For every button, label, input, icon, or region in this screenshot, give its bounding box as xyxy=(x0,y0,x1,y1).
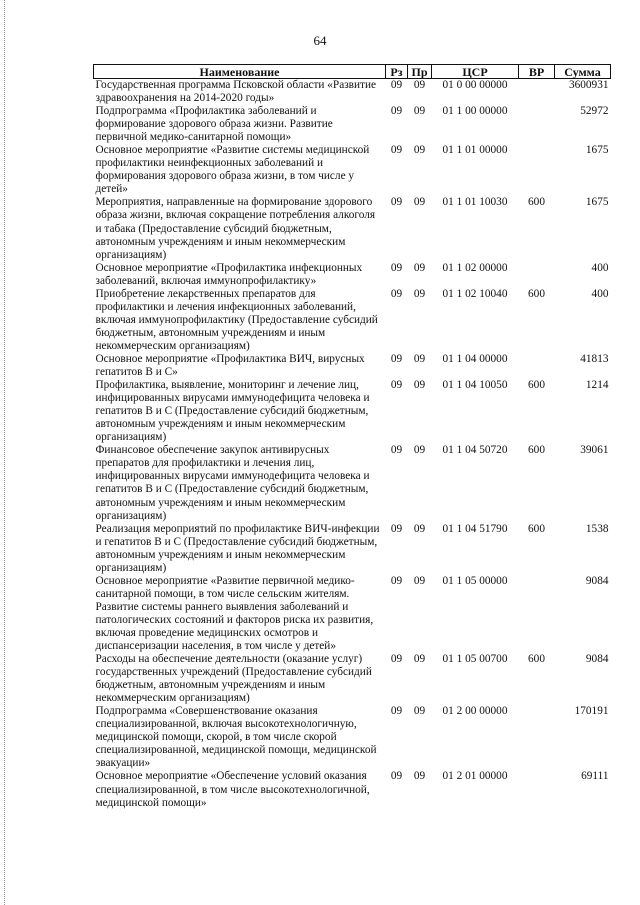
row-rz: 09 xyxy=(390,352,403,365)
table-row xyxy=(94,653,611,705)
row-vr: 600 xyxy=(528,653,545,666)
table-row xyxy=(94,262,611,288)
row-csr: 01 1 05 00000 xyxy=(442,574,508,587)
table-row xyxy=(94,379,611,444)
row-name: Основное мероприятие «Обеспечение условий оказания специализированной, в том числе высокотехнологичной, медицинской помощи» xyxy=(95,770,370,809)
row-csr: 01 1 04 10050 xyxy=(442,379,508,392)
row-vr: 600 xyxy=(528,196,545,209)
row-sum: 9084 xyxy=(585,574,609,587)
row-name: Расходы на обеспечение деятельности (оказание услуг) государственных учреждений (Предоставление субсидий бюджетным, автономным учреждениям и иным некоммерческим организациям) xyxy=(95,653,372,705)
row-sum: 9084 xyxy=(585,653,609,666)
row-csr: 01 2 00 00000 xyxy=(442,705,508,718)
row-rz: 09 xyxy=(390,79,403,91)
row-sum: 41813 xyxy=(580,352,609,365)
row-rz: 09 xyxy=(390,770,403,783)
row-vr xyxy=(519,770,555,809)
table-body xyxy=(94,79,611,810)
row-name: Подпрограмма «Совершенствование оказания специализированной, включая высокотехнологичную, медицинской помощи, скорой, в том числе скорой специализированной, медицинской помощи, медицинской эвакуации» xyxy=(95,705,377,770)
row-name: Основное мероприятие «Развитие системы медицинской профилактики неинфекционных заболеваний и формирования здорового образа жизни, в том числе у детей» xyxy=(95,144,370,196)
row-vr xyxy=(519,79,555,106)
table-row xyxy=(94,575,611,653)
header-csr: ЦСР xyxy=(432,65,519,79)
table-row xyxy=(94,288,611,353)
row-sum: 1675 xyxy=(585,144,609,157)
row-name: Приобретение лекарственных препаратов для профилактики и лечения инфекционных заболеваний, включая иммунопрофилактику (Предоставление субсидий бюджетным, автономным учреждениям и иным некоммерческим организациям) xyxy=(95,287,378,352)
scan-edge-line xyxy=(4,0,6,905)
row-rz: 09 xyxy=(390,379,403,392)
row-rz: 09 xyxy=(390,144,403,157)
row-pr: 09 xyxy=(413,144,426,157)
table-row xyxy=(94,144,611,196)
row-pr: 09 xyxy=(413,196,426,209)
row-sum: 1214 xyxy=(585,379,609,392)
row-name: Мероприятия, направленные на формирование здорового образа жизни, включая сокращение потребления алкоголя и табака (Предоставление субсидий бюджетным, автономным учреждениям и иным некоммерческим организациям) xyxy=(95,196,376,261)
row-rz: 09 xyxy=(390,522,403,535)
row-rz: 09 xyxy=(390,705,403,718)
row-sum: 1538 xyxy=(585,522,609,535)
row-name: Основное мероприятие «Профилактика ВИЧ, вирусных гепатитов В и С» xyxy=(95,352,365,379)
row-name: Государственная программа Псковской области «Развитие здравоохранения на 2014-2020 годы» xyxy=(95,79,377,105)
table-row xyxy=(94,196,611,261)
row-csr: 01 1 02 10040 xyxy=(442,287,508,300)
table-row xyxy=(94,79,611,106)
row-sum: 170191 xyxy=(574,705,609,718)
row-csr: 01 1 01 00000 xyxy=(442,144,508,157)
row-csr: 01 1 04 51790 xyxy=(442,522,508,535)
row-csr: 01 0 00 00000 xyxy=(442,79,508,91)
row-vr: 600 xyxy=(528,287,545,300)
row-rz: 09 xyxy=(390,287,403,300)
row-rz: 09 xyxy=(390,653,403,666)
row-pr: 09 xyxy=(413,105,426,118)
row-csr: 01 1 02 00000 xyxy=(442,261,508,274)
row-rz: 09 xyxy=(390,261,403,274)
table-row xyxy=(94,770,611,809)
page-number: 64 xyxy=(313,33,327,48)
row-pr: 09 xyxy=(413,522,426,535)
table-row xyxy=(94,444,611,522)
row-vr: 600 xyxy=(528,522,545,535)
table-row xyxy=(94,353,611,379)
row-csr: 01 1 05 00700 xyxy=(442,653,508,666)
row-name: Финансовое обеспечение закупок антивирусных препаратов для профилактики и лечения лиц, инфицированных вирусами иммунодефицита человека и гепатитов В и С (Предоставление субсидий бюджетным, автономным учреждениям и иным некоммерческим организациям) xyxy=(95,444,370,522)
row-pr: 09 xyxy=(413,287,426,300)
row-sum: 39061 xyxy=(580,444,609,457)
row-vr xyxy=(519,575,555,653)
row-sum: 400 xyxy=(591,261,609,274)
row-pr: 09 xyxy=(413,705,426,718)
row-vr xyxy=(519,105,555,144)
row-rz: 09 xyxy=(390,105,403,118)
row-name: Реализация мероприятий по профилактике ВИЧ-инфекции и гепатитов В и С (Предоставление субсидий бюджетным, автономным учреждениям и иным некоммерческим организациям) xyxy=(95,522,380,574)
header-name: Наименование xyxy=(94,65,386,79)
row-sum: 1675 xyxy=(585,196,609,209)
row-pr: 09 xyxy=(413,653,426,666)
header-rz: Рз xyxy=(386,65,408,79)
row-pr: 09 xyxy=(413,379,426,392)
row-vr xyxy=(519,353,555,379)
row-csr: 01 2 01 00000 xyxy=(442,770,508,783)
row-sum: 3600931 xyxy=(568,79,609,91)
row-rz: 09 xyxy=(390,196,403,209)
table-row xyxy=(94,105,611,144)
row-name: Профилактика, выявление, мониторинг и лечение лиц, инфицированных вирусами иммунодефицита человека и гепатитов В и С (Предоставление субсидий бюджетным, автономным учреждениям и иным некоммерческим организациям) xyxy=(95,379,370,444)
row-csr: 01 1 00 00000 xyxy=(442,105,508,118)
row-rz: 09 xyxy=(390,574,403,587)
row-pr: 09 xyxy=(413,444,426,457)
row-name: Основное мероприятие «Профилактика инфекционных заболеваний, включая иммунопрофилактику» xyxy=(95,261,363,287)
budget-table xyxy=(93,64,611,810)
table-header-row xyxy=(94,65,611,79)
row-pr: 09 xyxy=(413,79,426,91)
row-csr: 01 1 01 10030 xyxy=(442,196,508,209)
header-sum: Сумма xyxy=(555,65,611,79)
header-vr: ВР xyxy=(519,65,555,79)
row-vr: 600 xyxy=(528,379,545,392)
row-vr xyxy=(519,705,555,770)
row-rz: 09 xyxy=(390,444,403,457)
table-row xyxy=(94,523,611,575)
row-csr: 01 1 04 00000 xyxy=(442,352,508,365)
row-pr: 09 xyxy=(413,352,426,365)
row-vr xyxy=(519,144,555,196)
row-vr: 600 xyxy=(528,444,545,457)
row-sum: 400 xyxy=(591,287,609,300)
row-pr: 09 xyxy=(413,770,426,783)
table-row xyxy=(94,705,611,770)
row-vr xyxy=(519,262,555,288)
row-name: Основное мероприятие «Развитие первичной медико-санитарной помощи, в том числе сельским жителям. Развитие системы раннего выявления заболеваний и патологических состояний и факторов риска их развития, включая проведение медицинских осмотров и диспансеризации населения, в том числе у детей» xyxy=(95,574,374,653)
row-pr: 09 xyxy=(413,261,426,274)
header-pr: Пр xyxy=(408,65,432,79)
row-pr: 09 xyxy=(413,574,426,587)
row-name: Подпрограмма «Профилактика заболеваний и формирование здорового образа жизни. Развитие первичной медико-санитарной помощи» xyxy=(95,105,333,144)
row-sum: 69111 xyxy=(581,770,609,783)
row-sum: 52972 xyxy=(580,105,609,118)
row-csr: 01 1 04 50720 xyxy=(442,444,508,457)
